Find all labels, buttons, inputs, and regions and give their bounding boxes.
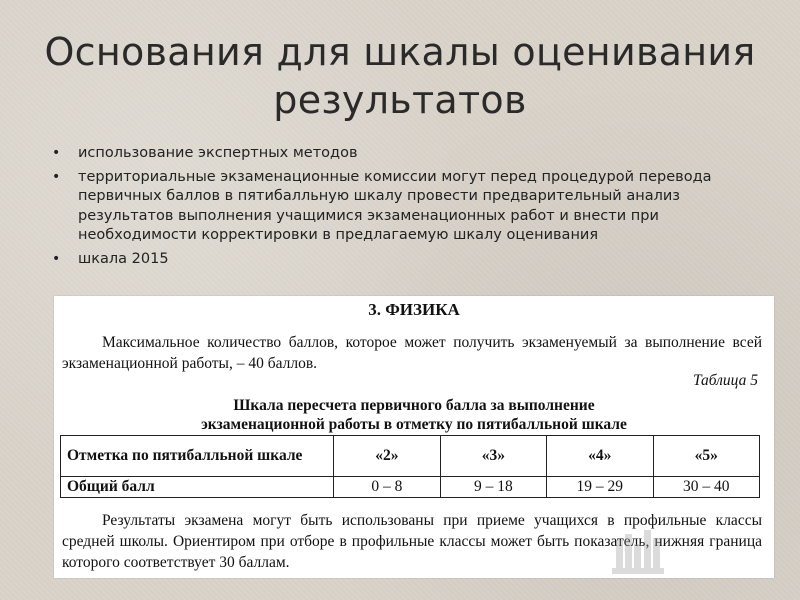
score-cell: 0 – 8: [334, 477, 440, 498]
score-cell: 30 – 40: [653, 477, 759, 498]
grade-cell: «3»: [440, 436, 546, 477]
grade-cell: «4»: [547, 436, 653, 477]
score-cell: 19 – 29: [547, 477, 653, 498]
score-cell: 9 – 18: [440, 477, 546, 498]
grade-cell: «2»: [334, 436, 440, 477]
document-paragraph-profile-classes: Результаты экзамена могут быть использованы при приеме учащихся в профильные классы средней школы. Ориентиром при отборе в профильные классы может быть показатель, нижняя граница которого соответствует 30 баллам.: [62, 512, 762, 571]
slide-title: [40, 28, 760, 124]
table-title: [54, 396, 774, 434]
table-row-score: [61, 477, 760, 498]
slide-title-line2: результатов: [273, 78, 527, 122]
document-heading: 3. ФИЗИКА: [368, 300, 460, 319]
grade-row-label: Отметка по пятибалльной шкале: [61, 436, 334, 477]
bullet-list: [52, 144, 772, 273]
slide-title-line1: Основания для шкалы оценивания: [44, 30, 756, 74]
table-title-line2: экзаменационной работы в отметку по пятибалльной шкале: [201, 416, 627, 433]
bullet-item: • шкала 2015: [52, 250, 772, 270]
table-caption: Таблица 5: [692, 372, 758, 389]
grade-cell: «5»: [653, 436, 759, 477]
grade-conversion-table: [60, 435, 760, 498]
bullet-item: • территориальные экзаменационные комиссии могут перед процедурой перевода первичных баллов в пятибалльную шкалу провести предварительный анализ результатов выполнения учащимися экзаменационных работ и внести при необходимости корректировки в предлагаемую шкалу оценивания: [52, 168, 772, 246]
document-paragraph-max-score: Максимальное количество баллов, которое может получить экзаменуемый за выполнение всей экзаменационной работы, – 40 баллов.: [62, 334, 762, 372]
table-title-line1: Шкала пересчета первичного балла за выполнение: [233, 397, 595, 414]
table-row-grade: [61, 436, 760, 477]
score-row-label: Общий балл: [61, 477, 334, 498]
bullet-item: • использование экспертных методов: [52, 144, 772, 164]
bookshelf-watermark-icon: [608, 520, 668, 580]
